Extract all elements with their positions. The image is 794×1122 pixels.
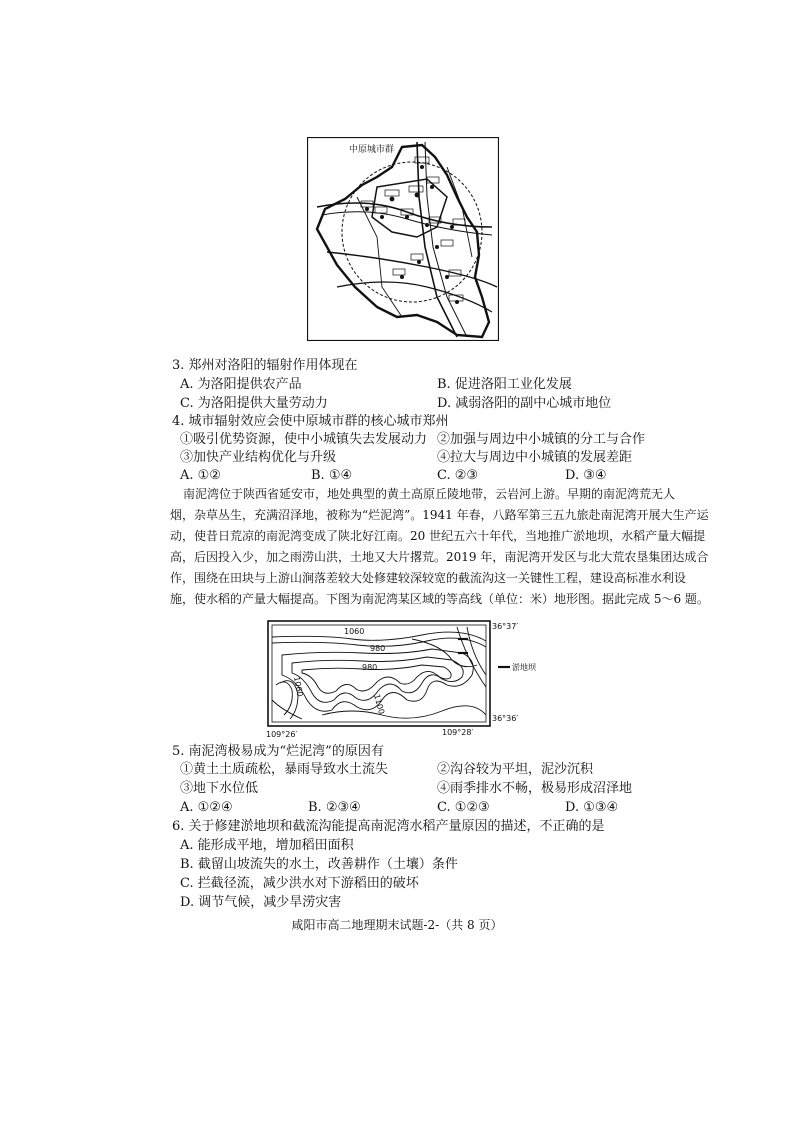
q6-option-d[interactable]: D. 调节气候，减少旱涝灾害 (180, 895, 342, 910)
map1-title: 中原城市群 (349, 145, 395, 155)
q3-option-c[interactable]: C. 为洛阳提供大量劳动力 (180, 396, 328, 411)
lat-bottom-label: 36°36′ (492, 714, 519, 723)
q3-stem: 3. 郑州对洛阳的辐射作用体现在 (172, 358, 358, 373)
q5-option-c[interactable]: C. ①②③ (437, 800, 490, 815)
passage-line-4: 高，后因投入少，加之雨涝山洪，土地又大片撂荒。2019 年，南泥湾开发区与北大荒农垦集团达成合 (170, 550, 709, 564)
q4-option-d[interactable]: D. ③④ (565, 468, 607, 483)
q4-item-4: ④拉大与周边中小城镇的发展差距 (437, 450, 633, 465)
q6-option-b[interactable]: B. 截留山坡流失的水土，改善耕作（土壤）条件 (180, 857, 458, 872)
q5-option-a[interactable]: A. ①②④ (180, 800, 233, 815)
q5-item-1: ①黄土土质疏松，暴雨导致水土流失 (180, 762, 389, 777)
q3-option-b[interactable]: B. 促进洛阳工业化发展 (437, 377, 572, 392)
contour-label-980-a: 980 (370, 644, 386, 653)
page-footer: 咸阳市高二地理期末试题-2-（共 8 页） (291, 918, 503, 932)
passage-line-2: 烟，杂草丛生，充满沼泽地，被称为“烂泥湾”。1941 年春，八路军第三五九旅赴南泥湾开展大生产运 (170, 508, 709, 522)
lon-left-label: 109°26′ (266, 730, 298, 739)
contour-label-1100: 1100 (372, 693, 387, 716)
dam-markers (458, 639, 468, 653)
q4-item-3: ③加快产业结构优化与升级 (180, 450, 337, 465)
q6-stem: 6. 关于修建淤地坝和截流沟能提高南泥湾水稻产量原因的描述，不正确的是 (172, 819, 605, 834)
lon-right-label: 109°28′ (442, 728, 474, 737)
lat-top-label: 36°37′ (492, 622, 519, 631)
central-plains-map (307, 137, 499, 341)
q4-option-b[interactable]: B. ①④ (311, 468, 353, 483)
q4-item-1: ①吸引优势资源，使中小城镇失去发展动力 (180, 432, 428, 447)
q6-option-a[interactable]: A. 能形成平地，增加稻田面积 (180, 838, 354, 853)
q5-stem: 5. 南泥湾极易成为“烂泥湾”的原因有 (172, 744, 384, 759)
q4-stem: 4. 城市辐射效应会使中原城市群的核心城市郑州 (172, 414, 449, 429)
contour-map-svg (262, 615, 562, 745)
contour-map (262, 615, 562, 745)
q5-item-2: ②沟谷较为平坦，泥沙沉积 (437, 762, 594, 777)
q5-item-3: ③地下水位低 (180, 781, 259, 796)
passage-line-1: 南泥湾位于陕西省延安市，地处典型的黄土高原丘陵地带，云岩河上游。早期的南泥湾荒无人 (183, 487, 676, 501)
passage-line-6: 施，使水稻的产量大幅提高。下图为南泥湾某区域的等高线（单位：米）地形图。据此完成 5～6 题。 (170, 592, 709, 606)
central-plains-map-svg (307, 137, 499, 341)
map1-frame (308, 138, 499, 341)
legend-dam-label: 淤地坝 (512, 663, 536, 672)
q5-item-4: ④雨季排水不畅，极易形成沼泽地 (437, 781, 633, 796)
q4-option-c[interactable]: C. ②③ (437, 468, 479, 483)
q5-option-d[interactable]: D. ①③④ (565, 800, 619, 815)
contour-label-1060-left: 1060 (292, 675, 305, 698)
q5-option-b[interactable]: B. ②③④ (308, 800, 361, 815)
q3-option-d[interactable]: D. 减弱洛阳的副中心城市地位 (437, 396, 612, 411)
q3-option-a[interactable]: A. 为洛阳提供农产品 (180, 377, 302, 392)
contour-label-980-b: 980 (362, 663, 378, 672)
q6-option-c[interactable]: C. 拦截径流，减少洪水对下游稻田的破坏 (180, 876, 419, 891)
contour-label-1060-top: 1060 (344, 627, 365, 636)
passage-line-5: 作，围绕在田块与上游山涧落差较大处修建较深较宽的截流沟这一关键性工程，建设高标准水利设 (170, 571, 687, 585)
q4-option-a[interactable]: A. ①② (180, 468, 221, 483)
passage-line-3: 动，使昔日荒凉的南泥湾变成了陕北好江南。20 世纪五六十年代，当地推广淤地坝，水稻产量大幅提 (170, 529, 706, 543)
q4-item-2: ②加强与周边中小城镇的分工与合作 (437, 432, 646, 447)
